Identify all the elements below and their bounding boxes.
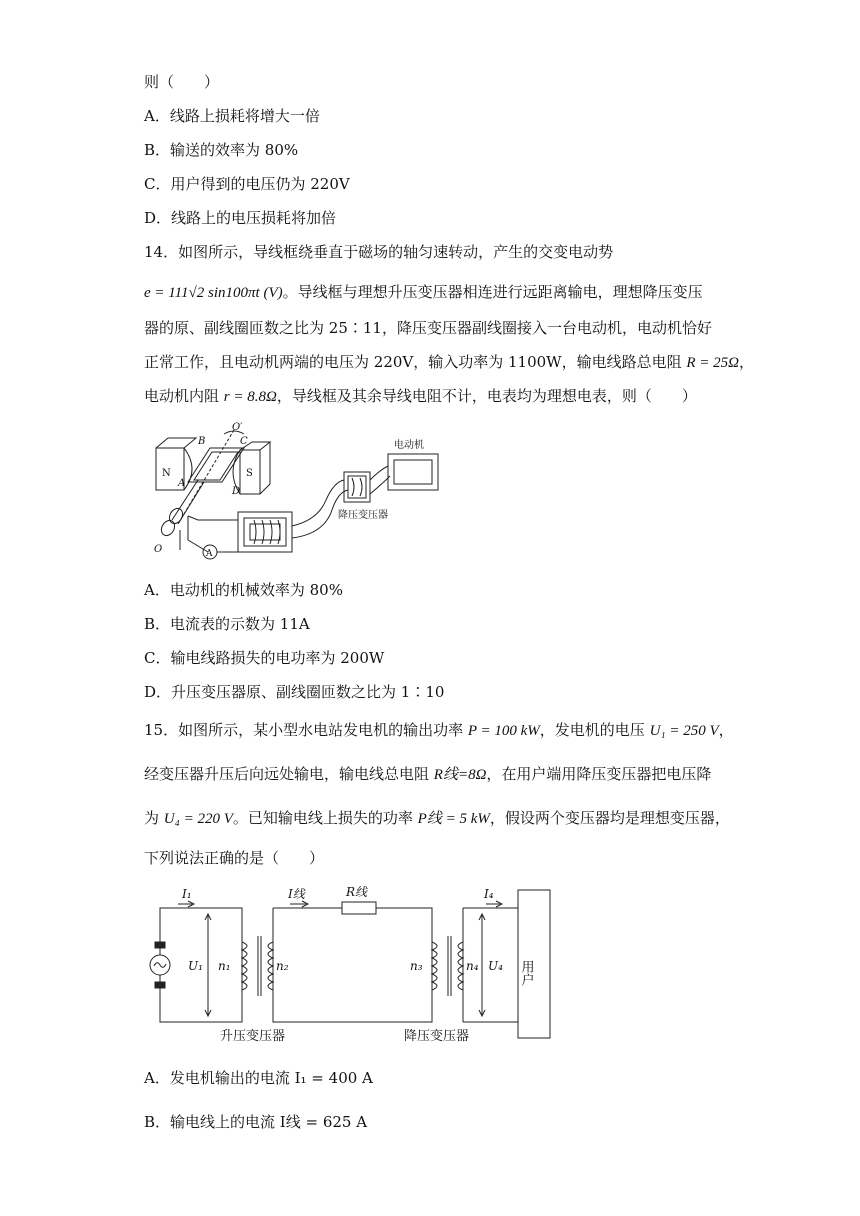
line-loss-formula: P线 = 5 kW (417, 811, 490, 827)
line-resistor (342, 902, 376, 914)
coil-n3-label: n₃ (410, 959, 423, 973)
ammeter-label: A (206, 549, 213, 559)
s-label: S (246, 468, 253, 479)
q13-option-a: A．线路上损耗将增大一倍 (144, 107, 320, 125)
q13-option-b: B．输送的效率为 80% (144, 141, 299, 159)
user-label: 用户 (518, 960, 534, 986)
emf-formula: e = 111√2 sin100πt (V) (144, 285, 283, 301)
generator-terminal-top (155, 942, 165, 948)
q13-stem-tail: 则（ ） (144, 73, 220, 91)
q14-option-b: B．电流表的示数为 11A (144, 615, 310, 633)
current-iline-label: I线 (288, 887, 305, 901)
step-down-transformer-label: 降压变压器 (338, 510, 388, 521)
coil-n2-label: n₂ (276, 959, 289, 973)
power-formula: P = 100 kW (467, 723, 540, 739)
q14-generator-figure (148, 420, 448, 570)
resistance-formula: R = 25Ω (686, 355, 740, 371)
q15-stem-line2: 经变压器升压后向远处输电，输电线总电阻 R线=8Ω，在用户端用降压变压器把电压降 (144, 765, 712, 783)
q14-stem-line2: e = 111√2 sin100πt (V)。导线框与理想升压变压器相连进行远距离输电，理想降压变压 (144, 283, 703, 301)
axis-o-prime-label: O′ (232, 422, 243, 433)
step-down-transformer-label: 降压变压器 (404, 1029, 470, 1044)
q15-stem-line3: 为 U₄ = 220 V。已知输电线上损失的功率 P线 = 5 kW，假设两个变压器均是理想变压器， (144, 809, 730, 827)
coil-n1-label: n₁ (218, 959, 231, 973)
q14-option-d: D．升压变压器原、副线圈匝数之比为 1∶10 (144, 683, 445, 701)
corner-d-label: D (232, 486, 241, 497)
q14-option-a: A．电动机的机械效率为 80% (144, 581, 343, 599)
q15-stem-line1: 15．如图所示，某小型水电站发电机的输出功率 P = 100 kW，发电机的电压 U₁ = 250 V， (144, 721, 734, 739)
axis-o-label: O (154, 544, 163, 555)
resistance-rline-label: R线 (346, 885, 368, 899)
q13-option-d: D．线路上的电压损耗将加倍 (144, 209, 337, 227)
q14-option-c: C．输电线路损失的电功率为 200W (144, 649, 385, 667)
q14-stem-line3: 器的原、副线圈匝数之比为 25∶11，降压变压器副线圈接入一台电动机，电动机恰好 (144, 319, 712, 337)
voltage-u4-label: U₄ (488, 959, 503, 973)
q13-option-c: C．用户得到的电压仍为 220V (144, 175, 350, 193)
internal-resistance-formula: r = 8.8Ω (223, 389, 277, 405)
step-up-transformer-label: 升压变压器 (220, 1029, 286, 1044)
coil-n4-label: n₄ (466, 959, 479, 973)
voltage-u4-formula: U₄ = 220 V (163, 811, 233, 827)
generator-terminal-bottom (155, 982, 165, 988)
current-i4-label: I₄ (484, 887, 494, 901)
q15-stem-line4: 下列说法正确的是（ ） (144, 849, 325, 867)
motor-label: 电动机 (394, 440, 424, 451)
q14-stem-line1: 14．如图所示，导线框绕垂直于磁场的轴匀速转动，产生的交变电动势 (144, 243, 614, 261)
q15-option-a: A．发电机输出的电流 I₁ = 400 A (144, 1069, 373, 1087)
line-resistance-formula: R线=8Ω (433, 767, 487, 783)
corner-c-label: C (240, 436, 248, 447)
q15-option-b: B．输电线上的电流 I线 = 625 A (144, 1113, 368, 1131)
corner-b-label: B (198, 436, 206, 447)
n-label: N (162, 468, 171, 479)
voltage-u1-formula: U₁ = 250 V (649, 723, 719, 739)
current-i1-label: I₁ (182, 887, 192, 901)
motor (388, 454, 438, 490)
q15-circuit-figure (148, 880, 558, 1050)
q14-stem-line4: 正常工作，且电动机两端的电压为 220V，输入功率为 1100W，输电线路总电阻 R = 25Ω， (144, 353, 755, 371)
voltage-u1-label: U₁ (188, 959, 203, 973)
q14-stem-line5: 电动机内阻 r = 8.8Ω，导线框及其余导线电阻不计，电表均为理想电表，则（ ） (144, 387, 697, 405)
corner-a-label: A (178, 478, 186, 489)
